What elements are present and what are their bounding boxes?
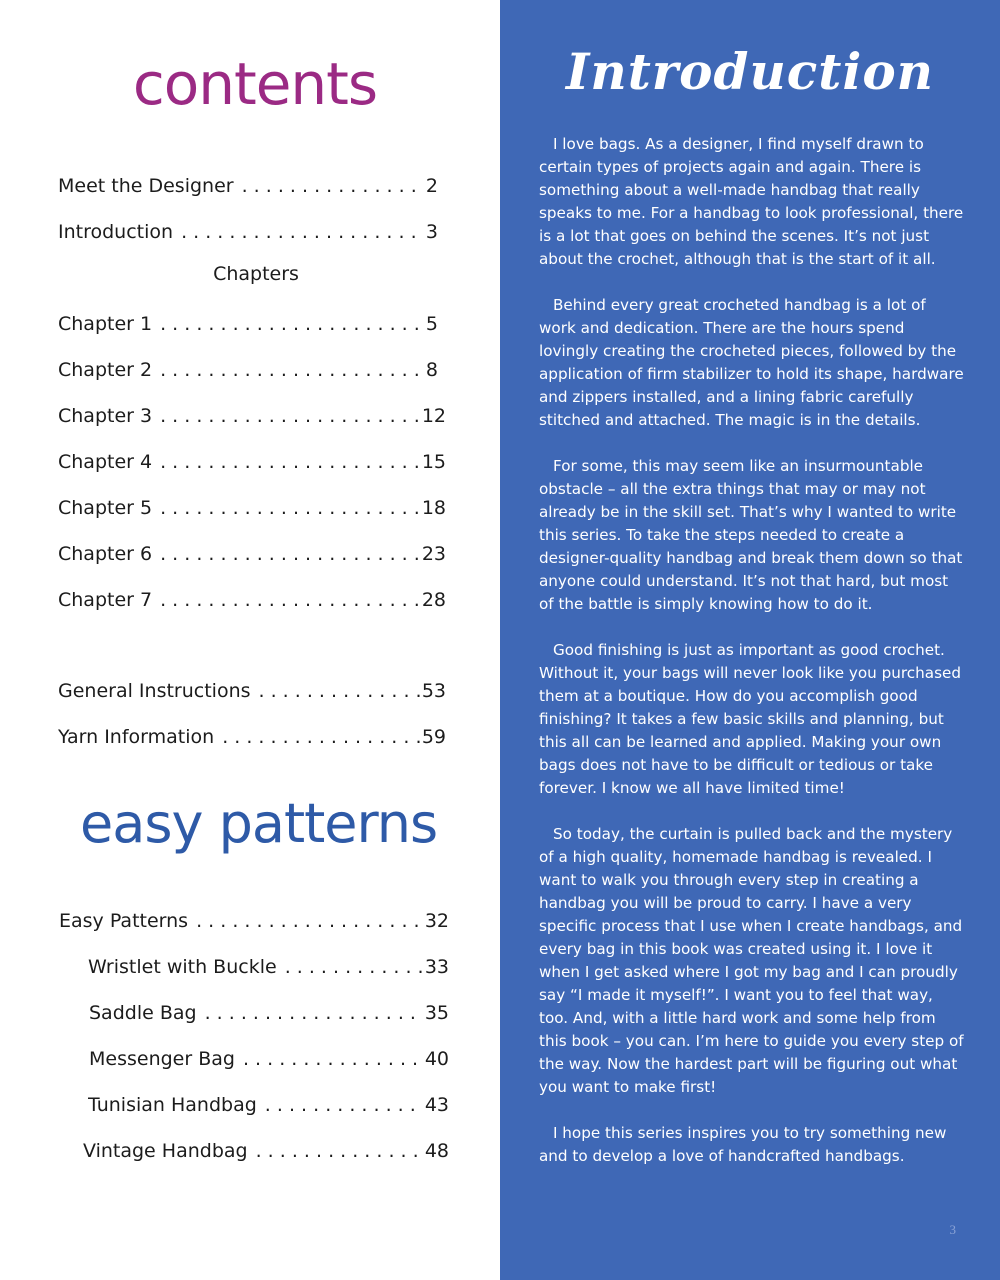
toc-entry-title: Messenger Bag: [89, 1048, 235, 1070]
toc-leader-dots: [205, 999, 423, 1027]
toc-leader-dots: [160, 540, 420, 568]
toc-entry-chapter-6[interactable]: [58, 540, 446, 568]
toc-entry-chapter-1[interactable]: [58, 310, 438, 338]
introduction-body: [539, 133, 964, 1191]
intro-paragraph: So today, the curtain is pulled back and the mystery of a high quality, homemade handbag is revealed. I want to walk you through every step in creating a handbag you will be proud to carry. I have a very specific process that I use when I create handbags, and every bag in this book was created using it. I love it when I get asked where I got my bag and I can proudly say “I made it myself!”. I want you to feel that way, too. And, with a little hard work and some help from this book – you can. I’m here to guide you every step of the way. Now the hardest part will be figuring out what you want to make first!: [539, 825, 964, 1096]
toc-leader-dots: [160, 448, 420, 476]
toc-entry-page: 5: [425, 313, 438, 335]
toc-entry-title: Vintage Handbag: [83, 1140, 248, 1162]
intro-paragraph: For some, this may seem like an insurmountable obstacle – all the extra things that may or may not already be in the skill set. That’s why I wanted to write this series. To take the steps needed to create a designer-quality handbag and break them down so that anyone could understand. It’s not that hard, but most of the battle is simply knowing how to do it.: [539, 457, 963, 613]
toc-leader-dots: [242, 172, 424, 200]
toc-entry-tunisian-handbag[interactable]: [88, 1091, 449, 1119]
contents-heading: contents: [132, 50, 378, 118]
toc-leader-dots: [222, 723, 420, 751]
toc-leader-dots: [285, 953, 423, 981]
toc-entry-title: Saddle Bag: [89, 1002, 197, 1024]
toc-entry-page: 35: [424, 1002, 449, 1024]
toc-entry-title: Meet the Designer: [58, 175, 234, 197]
toc-entry-title: Chapter 5: [58, 497, 153, 519]
toc-entry-meet-the-designer[interactable]: [58, 172, 438, 200]
toc-leader-dots: [160, 310, 424, 338]
toc-entry-title: Chapter 7: [58, 589, 153, 611]
page-number: 3: [949, 1222, 956, 1237]
toc-leader-dots: [160, 494, 420, 522]
toc-leader-dots: [160, 586, 420, 614]
toc-entry-title: General Instructions: [58, 680, 251, 702]
intro-paragraph: Good finishing is just as important as good crochet. Without it, your bags will never look like you purchased them at a boutique. How do you accomplish good finishing? It takes a few basic skills and planning, but this all can be learned and applied. Making your own bags does not have to be difficult or tedious or take forever. I know we all have limited time!: [539, 641, 961, 797]
toc-entry-title: Wristlet with Buckle: [88, 956, 277, 978]
toc-entry-page: 23: [421, 543, 446, 565]
toc-entry-title: Easy Patterns: [59, 910, 189, 932]
toc-leader-dots: [181, 218, 424, 246]
intro-paragraph: I hope this series inspires you to try something new and to develop a love of handcrafted handbags.: [539, 1124, 947, 1165]
toc-entry-title: Introduction: [58, 221, 174, 243]
toc-entry-general-instructions[interactable]: [58, 677, 446, 705]
toc-leader-dots: [265, 1091, 423, 1119]
chapters-label: Chapters: [213, 263, 299, 285]
toc-entry-title: Yarn Information: [58, 726, 215, 748]
easy-patterns-heading: easy patterns: [80, 792, 438, 855]
intro-paragraph: I love bags. As a designer, I find myself drawn to certain types of projects again and again. There is something about a well-made handbag that really speaks to me. For a handbag to look professional, there is a lot that goes on behind the scenes. It’s not just about the crochet, although that is the start of it all.: [539, 135, 964, 268]
toc-entry-page: 28: [421, 589, 446, 611]
toc-entry-title: Chapter 3: [58, 405, 153, 427]
toc-entry-page: 8: [425, 359, 438, 381]
toc-entry-title: Chapter 6: [58, 543, 153, 565]
intro-paragraph: Behind every great crocheted handbag is a lot of work and dedication. There are the hours spend lovingly creating the crocheted pieces, followed by the application of firm stabilizer to hold its shape, hardware and zippers installed, and a lining fabric carefully stitched and attached. The magic is in the details.: [539, 296, 964, 429]
toc-entry-title: Chapter 4: [58, 451, 153, 473]
toc-entry-title: Tunisian Handbag: [88, 1094, 257, 1116]
toc-entry-title: Chapter 1: [58, 313, 153, 335]
toc-entry-page: 59: [421, 726, 446, 748]
toc-leader-dots: [243, 1045, 423, 1073]
toc-entry-page: 32: [424, 910, 449, 932]
toc-entry-page: 43: [424, 1094, 449, 1116]
toc-leader-dots: [196, 907, 423, 935]
toc-leader-dots: [259, 677, 420, 705]
toc-entry-page: 2: [425, 175, 438, 197]
toc-entry-wristlet-with-buckle[interactable]: [88, 953, 449, 981]
toc-entry-easy-patterns[interactable]: [59, 907, 449, 935]
toc-entry-title: Chapter 2: [58, 359, 153, 381]
toc-entry-messenger-bag[interactable]: [89, 1045, 449, 1073]
toc-entry-page: 33: [424, 956, 449, 978]
toc-entry-chapter-4[interactable]: [58, 448, 446, 476]
toc-entry-chapter-5[interactable]: [58, 494, 446, 522]
toc-entry-chapter-7[interactable]: [58, 586, 446, 614]
toc-leader-dots: [160, 356, 424, 384]
toc-leader-dots: [160, 402, 420, 430]
toc-entry-introduction[interactable]: [58, 218, 438, 246]
toc-entry-page: 48: [424, 1140, 449, 1162]
toc-entry-chapter-2[interactable]: [58, 356, 438, 384]
toc-entry-page: 18: [421, 497, 446, 519]
introduction-title: Introduction: [565, 42, 935, 101]
toc-leader-dots: [256, 1137, 423, 1165]
toc-entry-page: 40: [424, 1048, 449, 1070]
toc-entry-page: 53: [421, 680, 446, 702]
toc-entry-page: 3: [425, 221, 438, 243]
toc-entry-chapter-3[interactable]: [58, 402, 446, 430]
toc-entry-saddle-bag[interactable]: [89, 999, 449, 1027]
toc-entry-page: 15: [421, 451, 446, 473]
toc-entry-page: 12: [421, 405, 446, 427]
toc-entry-yarn-information[interactable]: [58, 723, 446, 751]
toc-entry-vintage-handbag[interactable]: [83, 1137, 449, 1165]
